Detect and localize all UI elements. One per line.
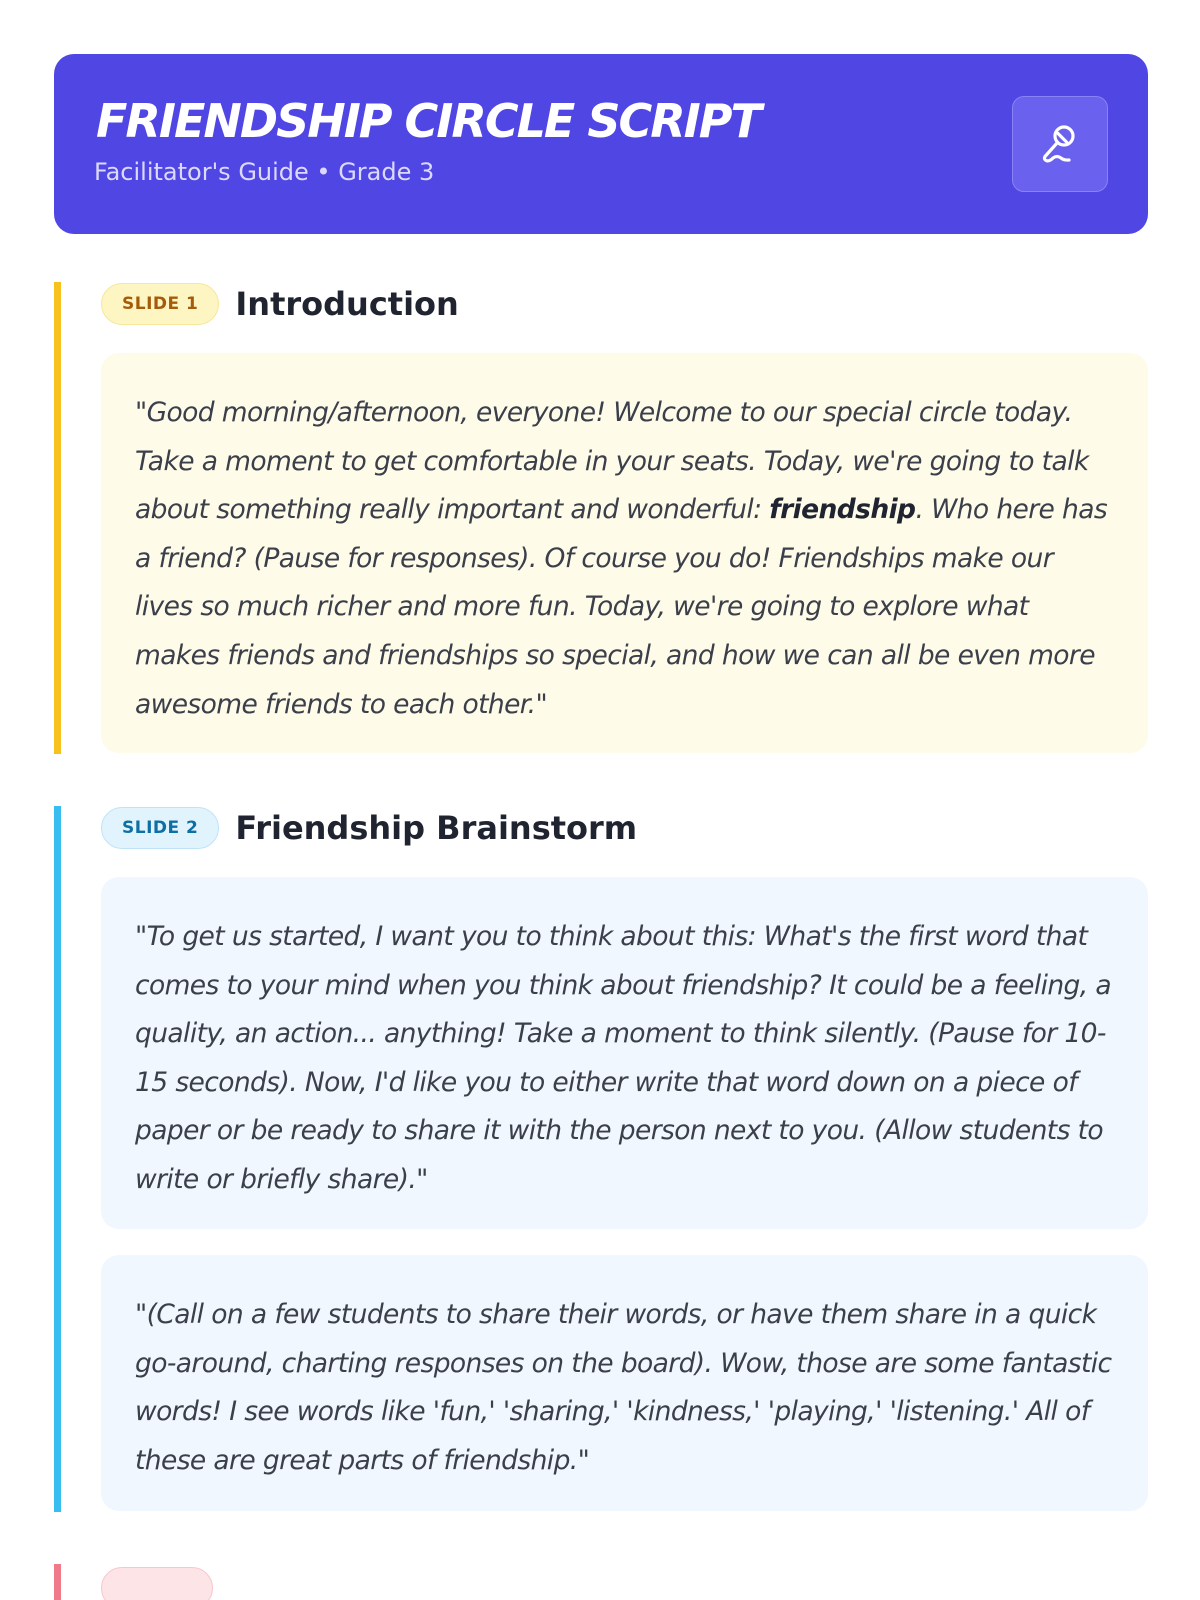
emphasis-text: friendship [769, 494, 916, 526]
slide-2-script-card-2 [101, 1255, 1148, 1511]
slide-1-script-text: "Good morning/afternoon, everyone! Welcome to our special circle today. Take a moment to get comfortable in your seats. Today, we're going to talk about something really important and wonderful: friendship. Who here has a friend? (Pause for responses). Of course you do! Friendships make our lives so much richer and more fun. Today, we're going to explore what makes friends and friendships so special, and how we can all be even more awesome friends to each other." [135, 397, 1108, 720]
slide-2-title: Friendship Brainstorm [235, 809, 638, 847]
slide-1-header [101, 282, 459, 326]
slide-2-section [54, 806, 1148, 1512]
slide-3-header [101, 1564, 213, 1600]
slide-2-badge: SLIDE 2 [101, 807, 219, 849]
slide-1-accent-bar [54, 282, 61, 754]
page-subtitle: Facilitator's Guide • Grade 3 [94, 158, 435, 186]
page-title: FRIENDSHIP CIRCLE SCRIPT [96, 94, 760, 148]
slide-1-section [54, 282, 1148, 754]
slide-1-title: Introduction [235, 285, 459, 323]
microphone-button[interactable] [1012, 96, 1108, 192]
slide-2-accent-bar [54, 806, 61, 1512]
slide-1-badge: SLIDE 1 [101, 283, 219, 325]
slide-3-accent-bar [54, 1564, 61, 1600]
slide-2-script-text-1: "To get us started, I want you to think about this: What's the first word that comes to your mind when you think about friendship? It could be a feeling, a quality, an action... anything! Take a moment to think silently. (Pause for 10-15 seconds). Now, I'd like you to either write that word down on a piece of paper or be ready to share it with the person next to you. (Allow students to write or briefly share)." [135, 921, 1112, 1195]
slide-3-badge [101, 1567, 213, 1600]
header-banner [54, 54, 1148, 234]
slide-2-header [101, 806, 637, 850]
slide-3-section [54, 1564, 1148, 1600]
slide-1-script-card [101, 353, 1148, 753]
slide-2-script-card-1 [101, 877, 1148, 1229]
slide-2-script-text-2: "(Call on a few students to share their words, or have them share in a quick go-around, charting responses on the board). Wow, those are some fantastic words! I see words like 'fun,' 'sharing,' 'kindness,' 'playing,' 'listening.' All of these are great parts of friendship." [135, 1299, 1112, 1476]
microphone-icon [1036, 120, 1084, 168]
